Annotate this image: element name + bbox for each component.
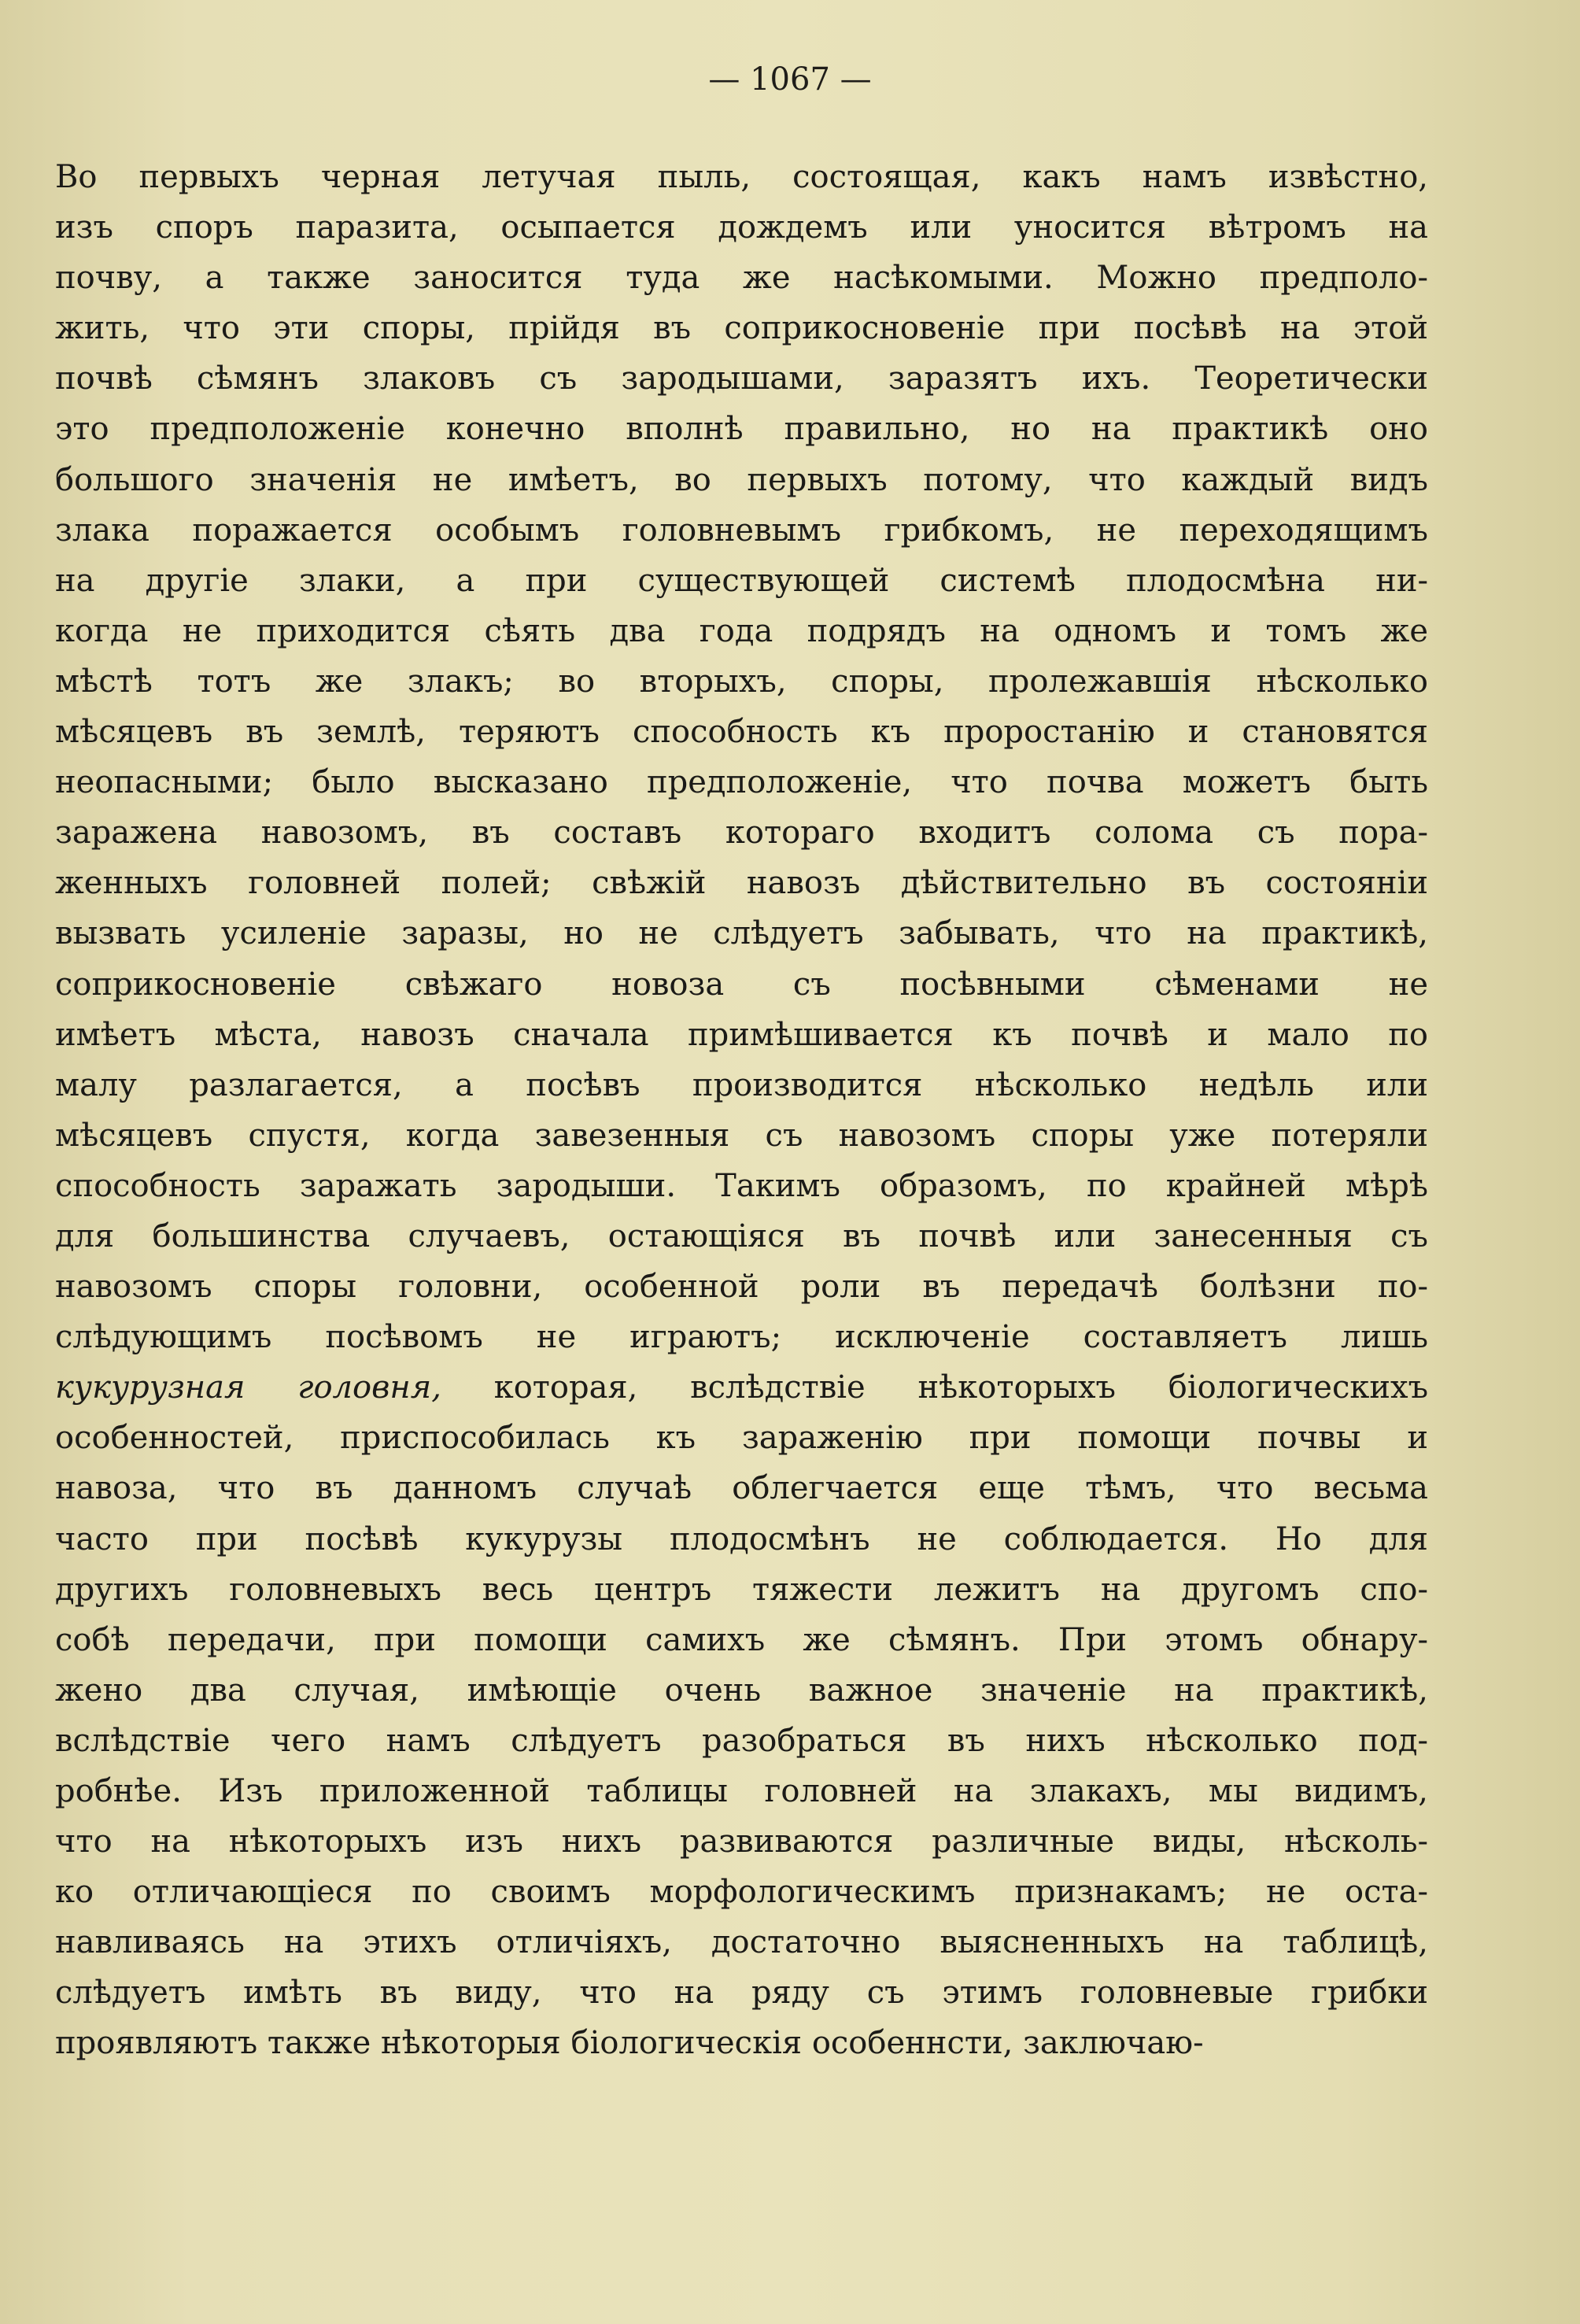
text-line: изъ споръ паразита, осыпается дождемъ или уносится вѣтромъ на bbox=[55, 209, 1428, 246]
text-line: малу разлагается, а посѣвъ производится нѣсколько недѣль или bbox=[55, 1066, 1428, 1103]
text-line: на другіе злаки, а при существующей системѣ плодосмѣна ни- bbox=[55, 562, 1428, 599]
text-line: Во первыхъ черная летучая пыль, состоящая, какъ намъ извѣстно, bbox=[55, 159, 1428, 195]
text-line: когда не приходится сѣять два года подрядъ на одномъ и томъ же bbox=[55, 612, 1428, 649]
text-line: женныхъ головней полей; свѣжій навозъ дѣйствительно въ состояніи bbox=[55, 865, 1428, 902]
text-line: мѣстѣ тотъ же злакъ; во вторыхъ, споры, пролежавшія нѣсколько bbox=[55, 663, 1428, 700]
text-line: жено два случая, имѣющіе очень важное значеніе на практикѣ, bbox=[55, 1672, 1428, 1709]
text-line: вызвать усиленіе заразы, но не слѣдуетъ забывать, что на практикѣ, bbox=[55, 915, 1428, 952]
text-line: соприкосновеніе свѣжаго новоза съ посѣвными сѣменами не bbox=[55, 966, 1428, 1003]
text-line: заражена навозомъ, въ составъ котораго входитъ солома съ пора- bbox=[55, 815, 1428, 852]
text-line: вслѣдствіе чего намъ слѣдуетъ разобраться въ нихъ нѣсколько под- bbox=[55, 1722, 1428, 1759]
text-line: жить, что эти споры, прійдя въ соприкосновеніе при посѣвѣ на этой bbox=[55, 310, 1428, 347]
text-line: мѣсяцевъ спустя, когда завезенныя съ навозомъ споры уже потеряли bbox=[55, 1117, 1428, 1154]
text-line: другихъ головневыхъ весь центръ тяжести лежитъ на другомъ спо- bbox=[55, 1571, 1428, 1608]
text-line: для большинства случаевъ, остающіяся въ почвѣ или занесенныя съ bbox=[55, 1217, 1428, 1254]
text-line: злака поражается особымъ головневымъ грибкомъ, не переходящимъ bbox=[55, 512, 1428, 549]
text-line: навливаясь на этихъ отличіяхъ, достаточно выясненныхъ на таблицѣ, bbox=[55, 1924, 1428, 1961]
text-line: большого значенія не имѣетъ, во первыхъ потому, что каждый видъ bbox=[55, 461, 1428, 498]
text-line: проявляютъ также нѣкоторыя біологическія особеннсти, заключаю- bbox=[55, 2025, 1204, 2062]
text-line-with-italic-term bbox=[55, 1362, 1428, 1413]
text-line: робнѣе. Изъ приложенной таблицы головней на злакахъ, мы видимъ, bbox=[55, 1773, 1428, 1809]
text-line: собѣ передачи, при помощи самихъ же сѣмянъ. При этомъ обнару- bbox=[55, 1621, 1428, 1658]
text-line: мѣсяцевъ въ землѣ, теряютъ способность къ проростанію и становятся bbox=[55, 714, 1428, 751]
text-line: навозомъ споры головни, особенной роли въ передачѣ болѣзни по- bbox=[55, 1269, 1428, 1306]
text-line: слѣдуетъ имѣть въ виду, что на ряду съ этимъ головневые грибки bbox=[55, 1975, 1428, 2012]
text-line: имѣетъ мѣста, навозъ сначала примѣшивается къ почвѣ и мало по bbox=[55, 1016, 1428, 1053]
text-line: способность заражать зародыши. Такимъ образомъ, по крайней мѣрѣ bbox=[55, 1167, 1428, 1204]
text-line: ко отличающіеся по своимъ морфологическимъ признакамъ; не оста- bbox=[55, 1874, 1428, 1911]
body-text bbox=[55, 152, 1428, 2069]
text-line: неопасными; было высказано предположеніе, что почва можетъ быть bbox=[55, 764, 1428, 801]
text-line: почву, а также заносится туда же насѣкомыми. Можно предполо- bbox=[55, 260, 1428, 297]
text-line: почвѣ сѣмянъ злаковъ съ зародышами, заразятъ ихъ. Теоретически bbox=[55, 360, 1428, 397]
text-line: это предположеніе конечно вполнѣ правильно, но на практикѣ оно bbox=[55, 411, 1428, 448]
page-number: — 1067 — bbox=[708, 61, 872, 98]
text-line: особенностей, приспособилась къ зараженію при помощи почвы и bbox=[55, 1420, 1428, 1457]
text-line: слѣдующимъ посѣвомъ не играютъ; исключеніе составляетъ лишь bbox=[55, 1319, 1428, 1356]
text-line-rest: которая, вслѣдствіе нѣкоторыхъ біологическихъ bbox=[493, 1369, 1429, 1406]
text-line: что на нѣкоторыхъ изъ нихъ развиваются различные виды, нѣсколь- bbox=[55, 1823, 1428, 1860]
italic-term: кукурузная головня, bbox=[55, 1369, 441, 1406]
text-line: навоза, что въ данномъ случаѣ облегчается еще тѣмъ, что весьма bbox=[55, 1470, 1428, 1507]
text-line: часто при посѣвѣ кукурузы плодосмѣнъ не соблюдается. Но для bbox=[55, 1520, 1428, 1557]
